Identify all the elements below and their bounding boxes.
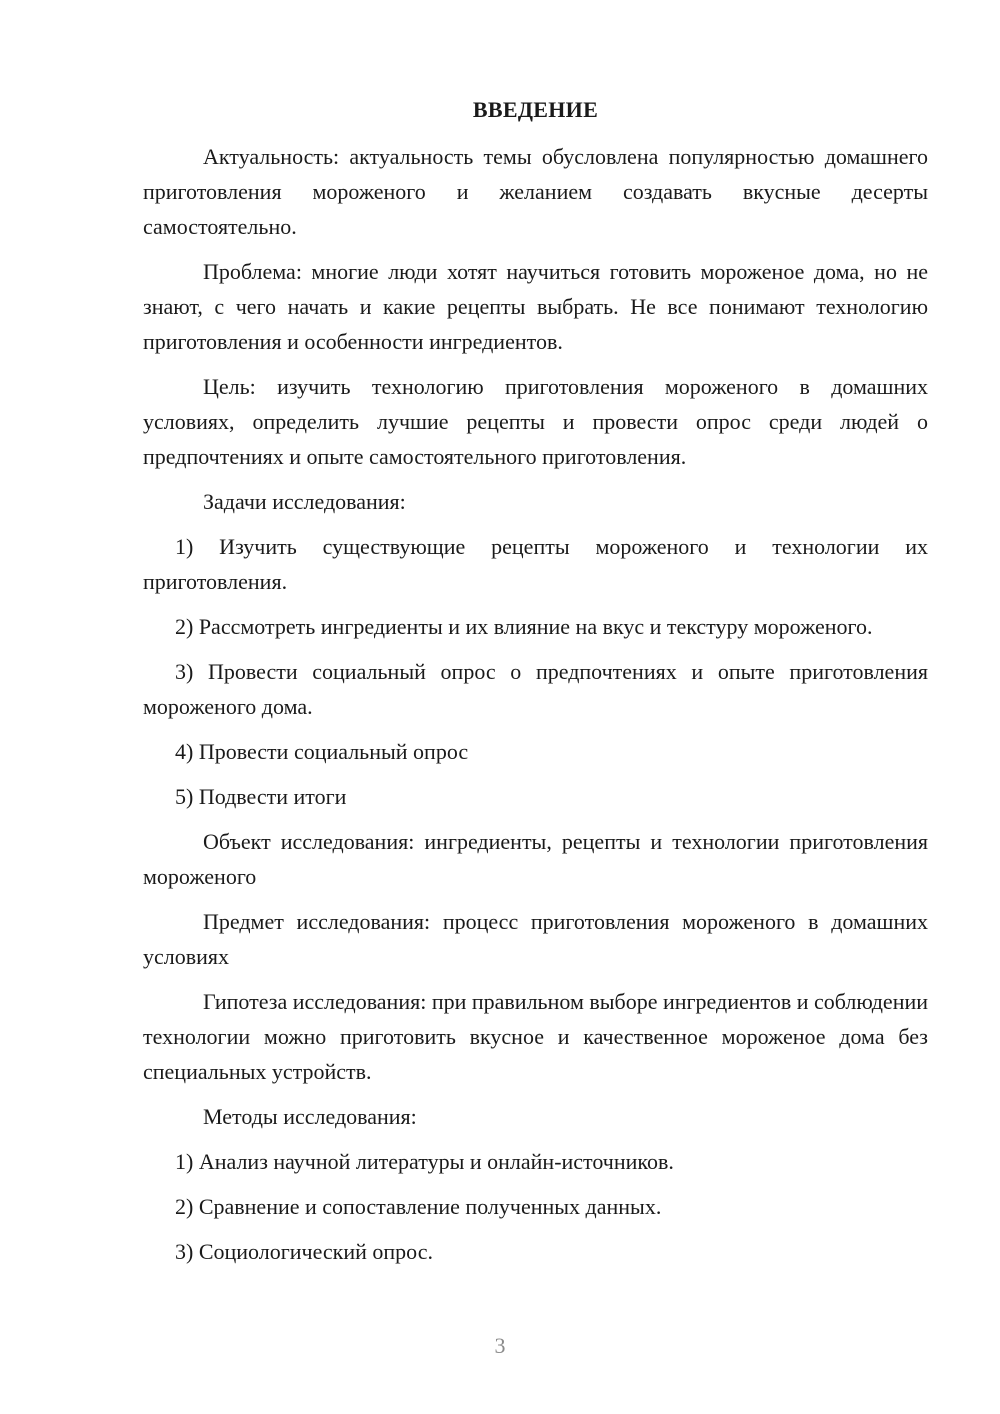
document-body [143, 92, 928, 1279]
task-item-2: 2) Рассмотреть ингредиенты и их влияние на вкус и текстуру мороженого. [175, 614, 873, 639]
paragraph-object: Объект исследования: ингредиенты, рецепты и технологии приготовления мороженого [143, 829, 928, 889]
method-item-1: 1) Анализ научной литературы и онлайн-источников. [175, 1149, 674, 1174]
paragraph-problem: Проблема: многие люди хотят научиться готовить мороженое дома, но не знают, с чего начать и какие рецепты выбрать. Не все понимают технологию приготовления и особенности ингредиентов. [143, 259, 928, 354]
page-number: 3 [494, 1333, 506, 1358]
task-item-3: 3) Провести социальный опрос о предпочтениях и опыте приготовления мороженого дома. [143, 659, 928, 719]
paragraph-goal: Цель: изучить технологию приготовления мороженого в домашних условиях, определить лучшие рецепты и провести опрос среди людей о предпочтениях и опыте самостоятельного приготовления. [143, 374, 928, 469]
method-item-2: 2) Сравнение и сопоставление полученных данных. [175, 1194, 662, 1219]
task-item-1: 1) Изучить существующие рецепты мороженого и технологии их приготовления. [143, 534, 928, 594]
task-item-5: 5) Подвести итоги [175, 784, 347, 809]
page-title: ВВЕДЕНИЕ [472, 97, 599, 122]
paragraph-hypothesis: Гипотеза исследования: при правильном выборе ингредиентов и соблюдении технологии можно приготовить вкусное и качественное мороженое дома без специальных устройств. [143, 989, 929, 1084]
paragraph-subject: Предмет исследования: процесс приготовления мороженого в домашних условиях [143, 909, 928, 969]
methods-heading: Методы исследования: [203, 1104, 417, 1129]
method-item-3: 3) Социологический опрос. [175, 1239, 433, 1264]
paragraph-relevance: Актуальность: актуальность темы обусловлена популярностью домашнего приготовления мороженого и желанием создавать вкусные десерты самостоятельно. [143, 144, 928, 239]
tasks-heading: Задачи исследования: [203, 489, 406, 514]
task-item-4: 4) Провести социальный опрос [175, 739, 469, 764]
